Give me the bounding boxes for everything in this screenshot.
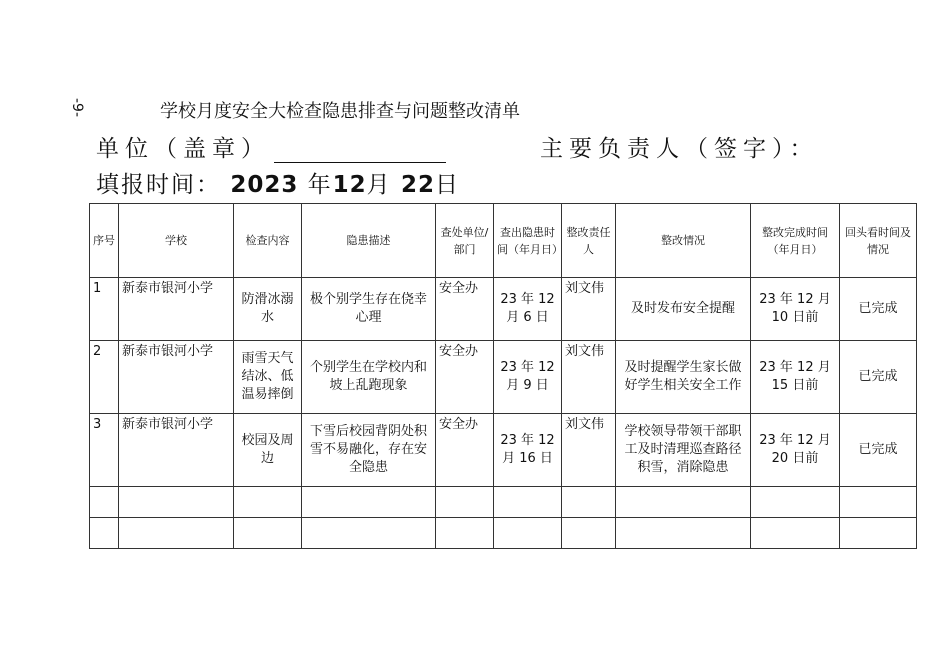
row-school: 新泰市银河小学 — [119, 278, 234, 341]
empty-cell — [562, 487, 616, 518]
table-row — [90, 278, 917, 341]
empty-cell — [234, 487, 302, 518]
fill-date-year-unit: 年 — [307, 172, 333, 198]
table-header-row — [90, 204, 917, 278]
row-done-date: 23 年 12 月 20 日前 — [751, 414, 840, 487]
row-no: 1 — [90, 278, 119, 341]
table-row — [90, 341, 917, 414]
row-content: 雨雪天气结冰、低温易摔倒 — [234, 341, 302, 414]
empty-cell — [436, 518, 494, 549]
row-dept: 安全办 — [436, 414, 494, 487]
empty-cell — [562, 518, 616, 549]
fill-date-day: 22 — [400, 172, 435, 198]
fill-date-month-unit: 月 — [366, 172, 392, 198]
row-dept: 安全办 — [436, 341, 494, 414]
header-cell-found-date: 查出隐患时间（年月日） — [494, 204, 562, 278]
empty-cell — [119, 518, 234, 549]
rectification-table — [89, 203, 917, 549]
empty-table-row — [90, 518, 917, 549]
header-cell-status: 整改情况 — [616, 204, 751, 278]
empty-cell — [234, 518, 302, 549]
fill-date-month: 12 — [332, 172, 367, 198]
row-found-date: 23 年 12 月 16 日 — [494, 414, 562, 487]
header-cell-content: 检查内容 — [234, 204, 302, 278]
row-no: 3 — [90, 414, 119, 487]
row-found-date: 23 年 12 月 6 日 — [494, 278, 562, 341]
unit-seal-blank — [274, 140, 446, 163]
empty-cell — [616, 487, 751, 518]
responsible-person-label: 主要负责人（签字）： — [540, 136, 819, 162]
row-done-date: 23 年 12 月 10 日前 — [751, 278, 840, 341]
row-content: 防滑冰溺水 — [234, 278, 302, 341]
empty-table-row — [90, 487, 917, 518]
header-cell-description: 隐患描述 — [302, 204, 436, 278]
header-cell-person: 整改责任人 — [562, 204, 616, 278]
empty-cell — [90, 518, 119, 549]
empty-cell — [494, 487, 562, 518]
row-description: 个别学生在学校内和坡上乱跑现象 — [302, 341, 436, 414]
document-title: 学校月度安全大检查隐患排查与问题整改清单 — [160, 101, 520, 122]
row-review: 已完成 — [840, 278, 917, 341]
empty-cell — [302, 518, 436, 549]
row-done-date: 23 年 12 月 15 日前 — [751, 341, 840, 414]
row-status: 及时发布安全提醒 — [616, 278, 751, 341]
row-content: 校园及周边 — [234, 414, 302, 487]
fill-date-label: 填报时间： — [96, 172, 221, 198]
empty-cell — [840, 518, 917, 549]
fill-date-day-unit: 日 — [434, 172, 460, 198]
row-status: 及时提醒学生家长做好学生相关安全工作 — [616, 341, 751, 414]
header-cell-done-date: 整改完成时间（年月日） — [751, 204, 840, 278]
fill-date-line — [96, 166, 460, 199]
row-person: 刘文伟 — [562, 341, 616, 414]
empty-cell — [436, 487, 494, 518]
row-person: 刘文伟 — [562, 414, 616, 487]
row-review: 已完成 — [840, 341, 917, 414]
row-description: 极个别学生存在侥幸心理 — [302, 278, 436, 341]
row-person: 刘文伟 — [562, 278, 616, 341]
empty-cell — [90, 487, 119, 518]
row-description: 下雪后校园背阴处积雪不易融化，存在安全隐患 — [302, 414, 436, 487]
unit-seal-label: 单位（盖章） — [96, 136, 270, 162]
empty-cell — [302, 487, 436, 518]
empty-cell — [616, 518, 751, 549]
row-found-date: 23 年 12 月 9 日 — [494, 341, 562, 414]
empty-cell — [751, 487, 840, 518]
table-row — [90, 414, 917, 487]
row-school: 新泰市银河小学 — [119, 341, 234, 414]
responsible-person-line — [540, 130, 819, 163]
header-cell-school: 学校 — [119, 204, 234, 278]
row-status: 学校领导带领干部职工及时清理巡查路径积雪，消除隐患 — [616, 414, 751, 487]
header-cell-no: 序号 — [90, 204, 119, 278]
page-number-mark: -9- — [69, 98, 85, 118]
row-school: 新泰市银河小学 — [119, 414, 234, 487]
header-cell-review: 回头看时间及情况 — [840, 204, 917, 278]
fill-date-year: 2023 — [230, 172, 299, 198]
empty-cell — [494, 518, 562, 549]
unit-seal-line — [96, 130, 446, 163]
row-dept: 安全办 — [436, 278, 494, 341]
empty-cell — [119, 487, 234, 518]
row-review: 已完成 — [840, 414, 917, 487]
header-cell-dept: 查处单位/部门 — [436, 204, 494, 278]
row-no: 2 — [90, 341, 119, 414]
empty-cell — [840, 487, 917, 518]
empty-cell — [751, 518, 840, 549]
